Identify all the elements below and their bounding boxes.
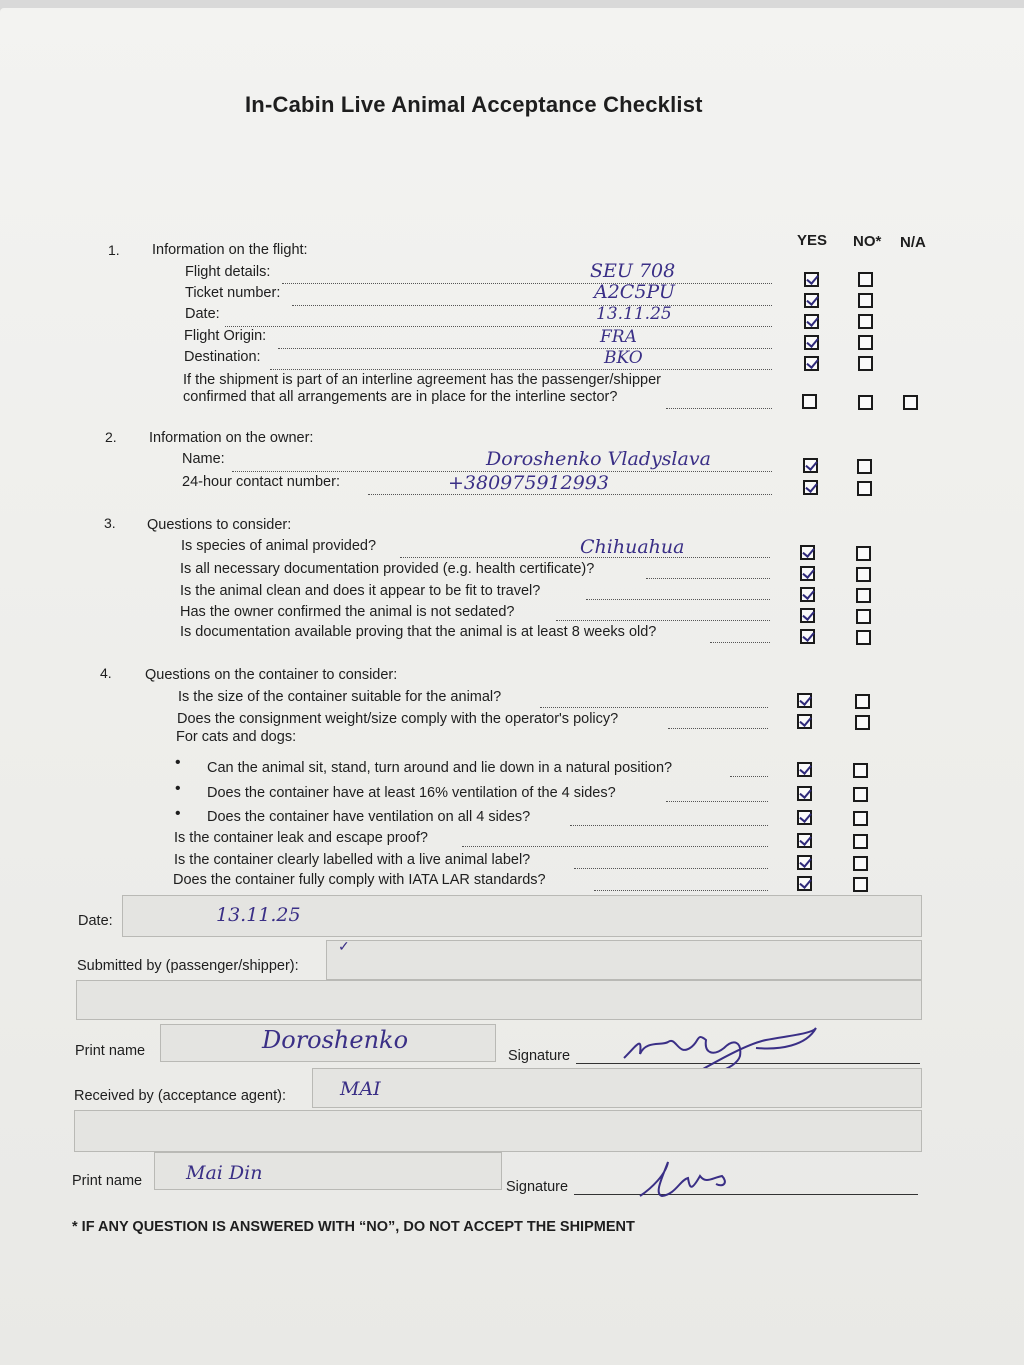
- owner-name-yes-checkbox[interactable]: [803, 458, 818, 473]
- contact-number-yes-checkbox[interactable]: [803, 480, 818, 495]
- section-4-number: 4.: [100, 665, 112, 681]
- q-iata-lar: Does the container fully comply with IATA LAR standards?: [173, 872, 546, 888]
- flight-details-yes-checkbox[interactable]: [804, 272, 819, 287]
- received-by-value[interactable]: MAI: [340, 1078, 381, 1100]
- signature-2-line[interactable]: [574, 1194, 918, 1195]
- destination-yes-checkbox[interactable]: [804, 356, 819, 371]
- date-label: Date:: [78, 913, 113, 929]
- documentation-yes-checkbox[interactable]: [800, 566, 815, 581]
- dotted-leader: [292, 305, 772, 306]
- dotted-leader: [730, 776, 768, 777]
- q-not-sedated: Has the owner confirmed the animal is not sedated?: [180, 604, 515, 620]
- ventilation-16-no-checkbox[interactable]: [853, 787, 868, 802]
- dotted-leader: [462, 846, 768, 847]
- dotted-leader: [666, 408, 772, 409]
- col-yes-header: YES: [797, 232, 828, 249]
- bullet-icon: •: [175, 805, 181, 822]
- not-sedated-no-checkbox[interactable]: [856, 609, 871, 624]
- documentation-no-checkbox[interactable]: [856, 567, 871, 582]
- dotted-leader: [586, 599, 770, 600]
- dotted-leader: [225, 326, 772, 327]
- interline-no-checkbox[interactable]: [858, 395, 873, 410]
- contact-number-value[interactable]: +380975912993: [448, 472, 609, 494]
- ventilation-16-yes-checkbox[interactable]: [797, 786, 812, 801]
- q-age-documentation: Is documentation available proving that the animal is at least 8 weeks old?: [180, 624, 657, 640]
- q-container-size: Is the size of the container suitable for the animal?: [178, 689, 502, 705]
- date-no-checkbox[interactable]: [858, 314, 873, 329]
- q-contact-number: 24-hour contact number:: [182, 474, 340, 490]
- age-documentation-yes-checkbox[interactable]: [800, 629, 815, 644]
- contact-number-no-checkbox[interactable]: [857, 481, 872, 496]
- animal-clean-no-checkbox[interactable]: [856, 588, 871, 603]
- species-no-checkbox[interactable]: [856, 546, 871, 561]
- q-species: Is species of animal provided?: [181, 538, 377, 554]
- dotted-leader: [278, 348, 772, 349]
- ticket-number-value[interactable]: A2C5PU: [594, 281, 675, 303]
- check-mark-icon: ✓: [338, 938, 350, 954]
- section-4-heading: Questions on the container to consider:: [145, 667, 398, 683]
- consignment-weight-yes-checkbox[interactable]: [797, 714, 812, 729]
- destination-value[interactable]: BKO: [604, 348, 643, 368]
- col-na-header: N/A: [900, 234, 926, 251]
- dotted-leader: [710, 642, 770, 643]
- ticket-number-yes-checkbox[interactable]: [804, 293, 819, 308]
- date-yes-checkbox[interactable]: [804, 314, 819, 329]
- section-3-number: 3.: [104, 515, 116, 531]
- dotted-leader: [270, 369, 772, 370]
- sit-stand-yes-checkbox[interactable]: [797, 762, 812, 777]
- leak-proof-no-checkbox[interactable]: [853, 834, 868, 849]
- flight-details-value[interactable]: SEU 708: [590, 260, 676, 282]
- species-yes-checkbox[interactable]: [800, 545, 815, 560]
- q-flight-details: Flight details:: [185, 264, 271, 280]
- q-leak-proof: Is the container leak and escape proof?: [174, 830, 428, 846]
- q-cats-dogs: For cats and dogs:: [176, 729, 297, 745]
- print-name-label: Print name: [75, 1043, 146, 1059]
- received-by-field-2[interactable]: [74, 1110, 922, 1152]
- ventilation-4-yes-checkbox[interactable]: [797, 810, 812, 825]
- col-no-header: NO*: [853, 233, 882, 250]
- dotted-leader: [666, 801, 768, 802]
- flight-origin-yes-checkbox[interactable]: [804, 335, 819, 350]
- print-name-value[interactable]: Doroshenko: [262, 1026, 409, 1054]
- q-sit-stand: Can the animal sit, stand, turn around and lie down in a natural position?: [207, 760, 673, 776]
- agent-signature: [632, 1154, 742, 1206]
- q-ventilation-4: Does the container have ventilation on all 4 sides?: [207, 809, 531, 825]
- page-title: In-Cabin Live Animal Acceptance Checklist: [245, 92, 703, 117]
- interline-yes-checkbox[interactable]: [802, 394, 817, 409]
- signature-2-label: Signature: [506, 1179, 569, 1195]
- q-consignment-weight: Does the consignment weight/size comply with the operator's policy?: [177, 711, 619, 727]
- iata-lar-yes-checkbox[interactable]: [797, 876, 812, 891]
- dotted-leader: [282, 283, 772, 284]
- q-documentation: Is all necessary documentation provided (e.g. health certificate)?: [180, 561, 595, 577]
- bullet-icon: •: [175, 780, 181, 797]
- q-flight-origin: Flight Origin:: [184, 328, 267, 344]
- destination-no-checkbox[interactable]: [858, 356, 873, 371]
- flight-origin-value[interactable]: FRA: [600, 327, 637, 347]
- sit-stand-no-checkbox[interactable]: [853, 763, 868, 778]
- species-value[interactable]: Chihuahua: [580, 536, 685, 558]
- section-2-heading: Information on the owner:: [149, 430, 314, 446]
- flight-details-no-checkbox[interactable]: [858, 272, 873, 287]
- owner-name-no-checkbox[interactable]: [857, 459, 872, 474]
- q-ticket-number: Ticket number:: [185, 285, 281, 301]
- print-name-2-value[interactable]: Mai Din: [186, 1162, 263, 1184]
- q-interline-line1: If the shipment is part of an interline agreement has the passenger/shipper: [183, 372, 661, 388]
- received-by-field[interactable]: [312, 1068, 922, 1108]
- q-ventilation-16: Does the container have at least 16% ventilation of the 4 sides?: [207, 785, 616, 801]
- section-1-heading: Information on the flight:: [152, 242, 308, 258]
- live-animal-label-no-checkbox[interactable]: [853, 856, 868, 871]
- not-sedated-yes-checkbox[interactable]: [800, 608, 815, 623]
- q-interline-line2: confirmed that all arrangements are in place for the interline sector?: [183, 389, 618, 405]
- dotted-leader: [574, 868, 768, 869]
- footer-warning: * IF ANY QUESTION IS ANSWERED WITH “NO”, DO NOT ACCEPT THE SHIPMENT: [72, 1219, 635, 1235]
- section-3-heading: Questions to consider:: [147, 517, 292, 533]
- ticket-number-no-checkbox[interactable]: [858, 293, 873, 308]
- flight-origin-no-checkbox[interactable]: [858, 335, 873, 350]
- interline-na-checkbox[interactable]: [903, 395, 918, 410]
- submitted-by-field-2[interactable]: [76, 980, 922, 1020]
- dotted-leader: [646, 578, 770, 579]
- dotted-leader: [594, 890, 768, 891]
- checklist-sheet: [0, 8, 1024, 1365]
- container-size-no-checkbox[interactable]: [855, 694, 870, 709]
- leak-proof-yes-checkbox[interactable]: [797, 833, 812, 848]
- owner-name-value[interactable]: Doroshenko Vladyslava: [486, 448, 711, 470]
- section-1-number: 1.: [108, 242, 120, 258]
- iata-lar-no-checkbox[interactable]: [853, 877, 868, 892]
- date-value[interactable]: 13.11.25: [596, 304, 672, 324]
- consignment-weight-no-checkbox[interactable]: [855, 715, 870, 730]
- q-live-animal-label: Is the container clearly labelled with a live animal label?: [174, 852, 531, 868]
- bullet-icon: •: [175, 754, 181, 771]
- dotted-leader: [368, 494, 772, 495]
- submitted-by-field[interactable]: [326, 940, 922, 980]
- section-2-number: 2.: [105, 429, 117, 445]
- dotted-leader: [540, 707, 768, 708]
- live-animal-label-yes-checkbox[interactable]: [797, 855, 812, 870]
- received-by-label: Received by (acceptance agent):: [74, 1088, 286, 1104]
- print-name-2-label: Print name: [72, 1173, 143, 1189]
- container-size-yes-checkbox[interactable]: [797, 693, 812, 708]
- q-date: Date:: [185, 306, 220, 322]
- dotted-leader: [668, 728, 768, 729]
- age-documentation-no-checkbox[interactable]: [856, 630, 871, 645]
- ventilation-4-no-checkbox[interactable]: [853, 811, 868, 826]
- submitted-by-label: Submitted by (passenger/shipper):: [77, 958, 299, 974]
- form-date-value[interactable]: 13.11.25: [216, 904, 301, 926]
- signature-label: Signature: [508, 1048, 571, 1064]
- q-owner-name: Name:: [182, 451, 225, 467]
- q-destination: Destination:: [184, 349, 261, 365]
- q-animal-clean: Is the animal clean and does it appear to be fit to travel?: [180, 583, 541, 599]
- dotted-leader: [570, 825, 768, 826]
- dotted-leader: [556, 620, 770, 621]
- animal-clean-yes-checkbox[interactable]: [800, 587, 815, 602]
